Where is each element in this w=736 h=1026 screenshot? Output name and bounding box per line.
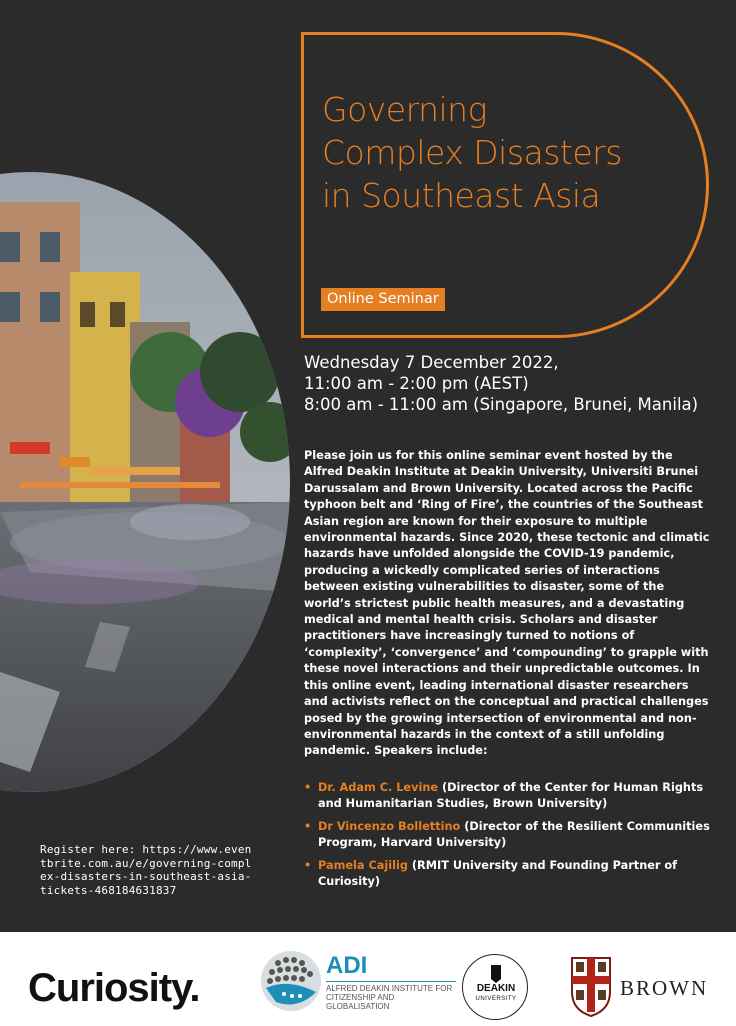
brown-wordmark: BROWN xyxy=(620,976,709,1000)
speaker-name: Dr Vincenzo Bollettino xyxy=(318,819,461,833)
title-line-1: Governing xyxy=(322,90,487,129)
sponsor-logo-bar xyxy=(0,932,736,1026)
title-line-3: in Southeast Asia xyxy=(322,176,601,215)
street-photo xyxy=(0,172,290,792)
event-date: Wednesday 7 December 2022, xyxy=(304,353,559,372)
registration-link[interactable]: Register here: https://www.eventbrite.com.au/e/governing-complex-disasters-in-southeast-asia-tickets-468184631837 xyxy=(40,843,252,897)
adi-wordmark: ADI xyxy=(326,952,368,979)
brown-logo xyxy=(568,952,728,1020)
speaker-list xyxy=(304,780,712,896)
adi-logo xyxy=(258,948,458,1018)
street-photo-image xyxy=(0,172,290,792)
speaker-detail: (Director of the Resilient Communities Program, Harvard University) xyxy=(318,819,710,850)
bullet-icon: • xyxy=(304,819,312,833)
event-time-aest: 11:00 am - 2:00 pm (AEST) xyxy=(304,374,529,393)
event-time-sea: 8:00 am - 11:00 am (Singapore, Brunei, Manila) xyxy=(304,395,699,414)
adi-subtitle: ALFRED DEAKIN INSTITUTE FOR CITIZENSHIP AND GLOBALISATION xyxy=(326,981,456,1011)
speaker-item xyxy=(304,780,712,813)
speaker-detail: (Director of the Center for Human Rights and Humanitarian Studies, Brown University) xyxy=(318,781,704,811)
speaker-item xyxy=(304,819,712,852)
brown-shield-icon xyxy=(568,952,614,1018)
deakin-logo xyxy=(462,954,528,1020)
speaker-name: Pamela Cajilig xyxy=(318,858,408,872)
event-datetime xyxy=(304,352,698,415)
online-seminar-badge: Online Seminar xyxy=(321,288,445,311)
speaker-name: Dr. Adam C. Levine xyxy=(318,781,439,794)
speaker-detail: (RMIT University and Founding Partner of Curiosity) xyxy=(318,858,678,889)
event-description: Please join us for this online seminar event hosted by the Alfred Deakin Institute at Deakin University, Universiti Brunei Darussalam and Brown University. Located across the Pacific typhoon belt and ‘Ring of Fire’, the countries of the Southeast Asian region are known for their exposure to multiple environmental hazards. Since 2020, these tectonic and climatic hazards have unfolded alongside the COVID-19 pandemic, producing a wickedly complicated series of interactions between existing vulnerabilities to disaster, some of the world’s strictest public health measures, and a devastating medical and mental health crisis. Scholars and disaster practitioners have increasingly turned to notions of ‘complexity’, ‘convergence’ and ‘compounding’ to grapple with these novel interactions and their unpredictable outcomes. In this online event, leading international disaster researchers and activists reflect on the conceptual and practical challenges posed by the growing intersection of environmental and non-environmental hazards in the context of a still unfolding pandemic. Speakers include: xyxy=(304,449,710,758)
title-line-2: Complex Disasters xyxy=(322,133,622,172)
deakin-wordmark: DEAKIN xyxy=(476,983,516,994)
bullet-icon: • xyxy=(304,858,312,872)
curiosity-logo: Curiosity. xyxy=(28,966,200,1010)
speaker-item xyxy=(304,858,712,891)
deakin-subtitle: UNIVERSITY xyxy=(475,996,517,1002)
adi-globe-icon xyxy=(258,948,324,1014)
seminar-title xyxy=(322,88,662,217)
bullet-icon: • xyxy=(304,781,312,794)
